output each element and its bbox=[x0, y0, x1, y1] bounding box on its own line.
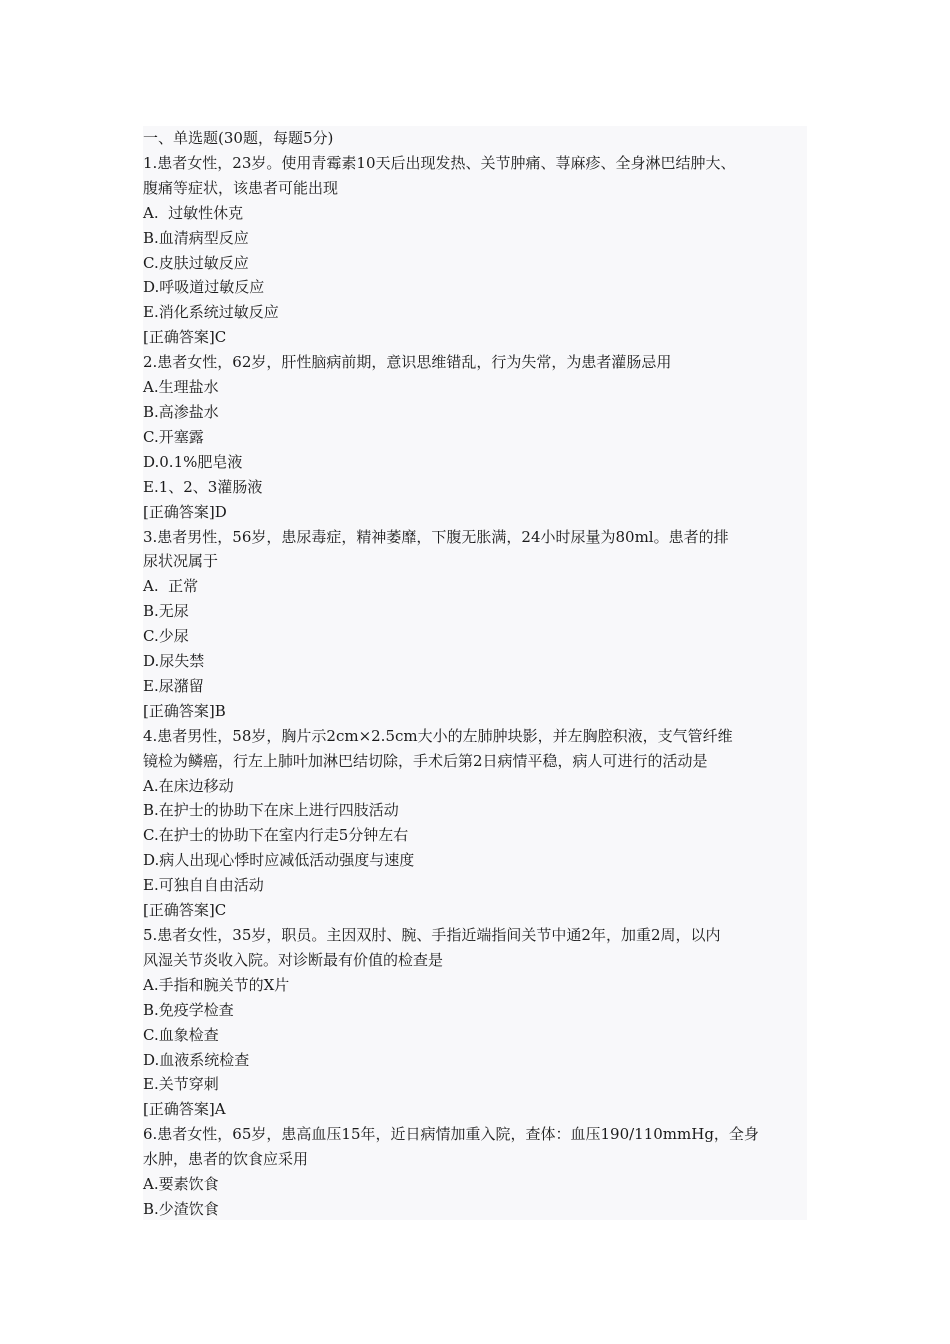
question-stem-line: 4.患者男性，58岁，胸片示2cm×2.5cm大小的左肺肿块影，并左胸腔积液，支气管纤维 bbox=[143, 726, 733, 745]
option: B.高渗盐水 bbox=[143, 402, 219, 421]
answer: [正确答案]D bbox=[143, 502, 227, 521]
document-page bbox=[143, 126, 807, 1220]
option: E.消化系统过敏反应 bbox=[143, 303, 279, 322]
option: D.血液系统检查 bbox=[143, 1050, 250, 1069]
option: D.病人出现心悸时应减低活动强度与速度 bbox=[143, 851, 415, 870]
answer: [正确答案]A bbox=[143, 1100, 226, 1119]
option: E.尿潴留 bbox=[143, 676, 204, 695]
option: A. 正常 bbox=[143, 577, 199, 596]
question-1 bbox=[143, 151, 807, 350]
question-stem-line: 镜检为鳞癌，行左上肺叶加淋巴结切除，手术后第2日病情平稳，病人可进行的活动是 bbox=[143, 751, 708, 770]
option: B.血清病型反应 bbox=[143, 228, 249, 247]
question-4 bbox=[143, 724, 807, 923]
option: D.尿失禁 bbox=[143, 652, 205, 671]
option: A. 过敏性休克 bbox=[143, 203, 244, 222]
option: D.呼吸道过敏反应 bbox=[143, 278, 265, 297]
option: C.血象检查 bbox=[143, 1025, 219, 1044]
answer: [正确答案]C bbox=[143, 328, 227, 347]
option: A.手指和腕关节的X片 bbox=[143, 975, 290, 994]
option: E.关节穿刺 bbox=[143, 1075, 219, 1094]
question-stem-line: 3.患者男性，56岁，患尿毒症，精神萎靡，下腹无胀满，24小时尿量为80ml。患者的排 bbox=[143, 527, 729, 546]
option: D.0.1%肥皂液 bbox=[143, 452, 243, 471]
option: A.在床边移动 bbox=[143, 776, 234, 795]
option: C.少尿 bbox=[143, 627, 189, 646]
question-2 bbox=[143, 350, 807, 524]
question-stem-line: 水肿，患者的饮食应采用 bbox=[143, 1150, 309, 1169]
question-stem-line: 5.患者女性，35岁，职员。主因双肘、腕、手指近端指间关节中通2年，加重2周，以内 bbox=[143, 926, 721, 944]
question-stem-line: 6.患者女性，65岁，患高血压15年，近日病情加重入院，查体：血压190/110mmHg，全身 bbox=[143, 1125, 759, 1144]
option: A.要素饮食 bbox=[143, 1175, 219, 1194]
question-stem-line: 风湿关节炎收入院。对诊断最有价值的检查是 bbox=[143, 950, 444, 969]
option: B.无尿 bbox=[143, 602, 189, 621]
question-stem-line: 腹痛等症状，该患者可能出现 bbox=[143, 178, 339, 197]
question-stem-line: 尿状况属于 bbox=[143, 552, 219, 571]
question-stem-line: 2.患者女性，62岁，肝性脑病前期，意识思维错乱，行为失常，为患者灌肠忌用 bbox=[143, 353, 672, 372]
question-6 bbox=[143, 1122, 807, 1222]
option: B.少渣饮食 bbox=[143, 1199, 219, 1218]
option: E.可独自自由活动 bbox=[143, 876, 264, 895]
question-stem-line: 1.患者女性，23岁。使用青霉素10天后出现发热、关节肿痛、荨麻疹、全身淋巴结肿大、 bbox=[143, 153, 736, 172]
section-title: 一、单选题(30题，每题5分) bbox=[143, 129, 334, 147]
option: C.在护士的协助下在室内行走5分钟左右 bbox=[143, 826, 409, 845]
question-3 bbox=[143, 525, 807, 724]
option: E.1、2、3灌肠液 bbox=[143, 477, 263, 496]
answer: [正确答案]C bbox=[143, 901, 227, 920]
option: A.生理盐水 bbox=[143, 378, 219, 397]
option: C.皮肤过敏反应 bbox=[143, 253, 249, 272]
question-5 bbox=[143, 923, 807, 1122]
option: B.在护士的协助下在床上进行四肢活动 bbox=[143, 801, 399, 820]
answer: [正确答案]B bbox=[143, 701, 226, 720]
option: C.开塞露 bbox=[143, 427, 204, 446]
option: B.免疫学检查 bbox=[143, 1000, 234, 1019]
